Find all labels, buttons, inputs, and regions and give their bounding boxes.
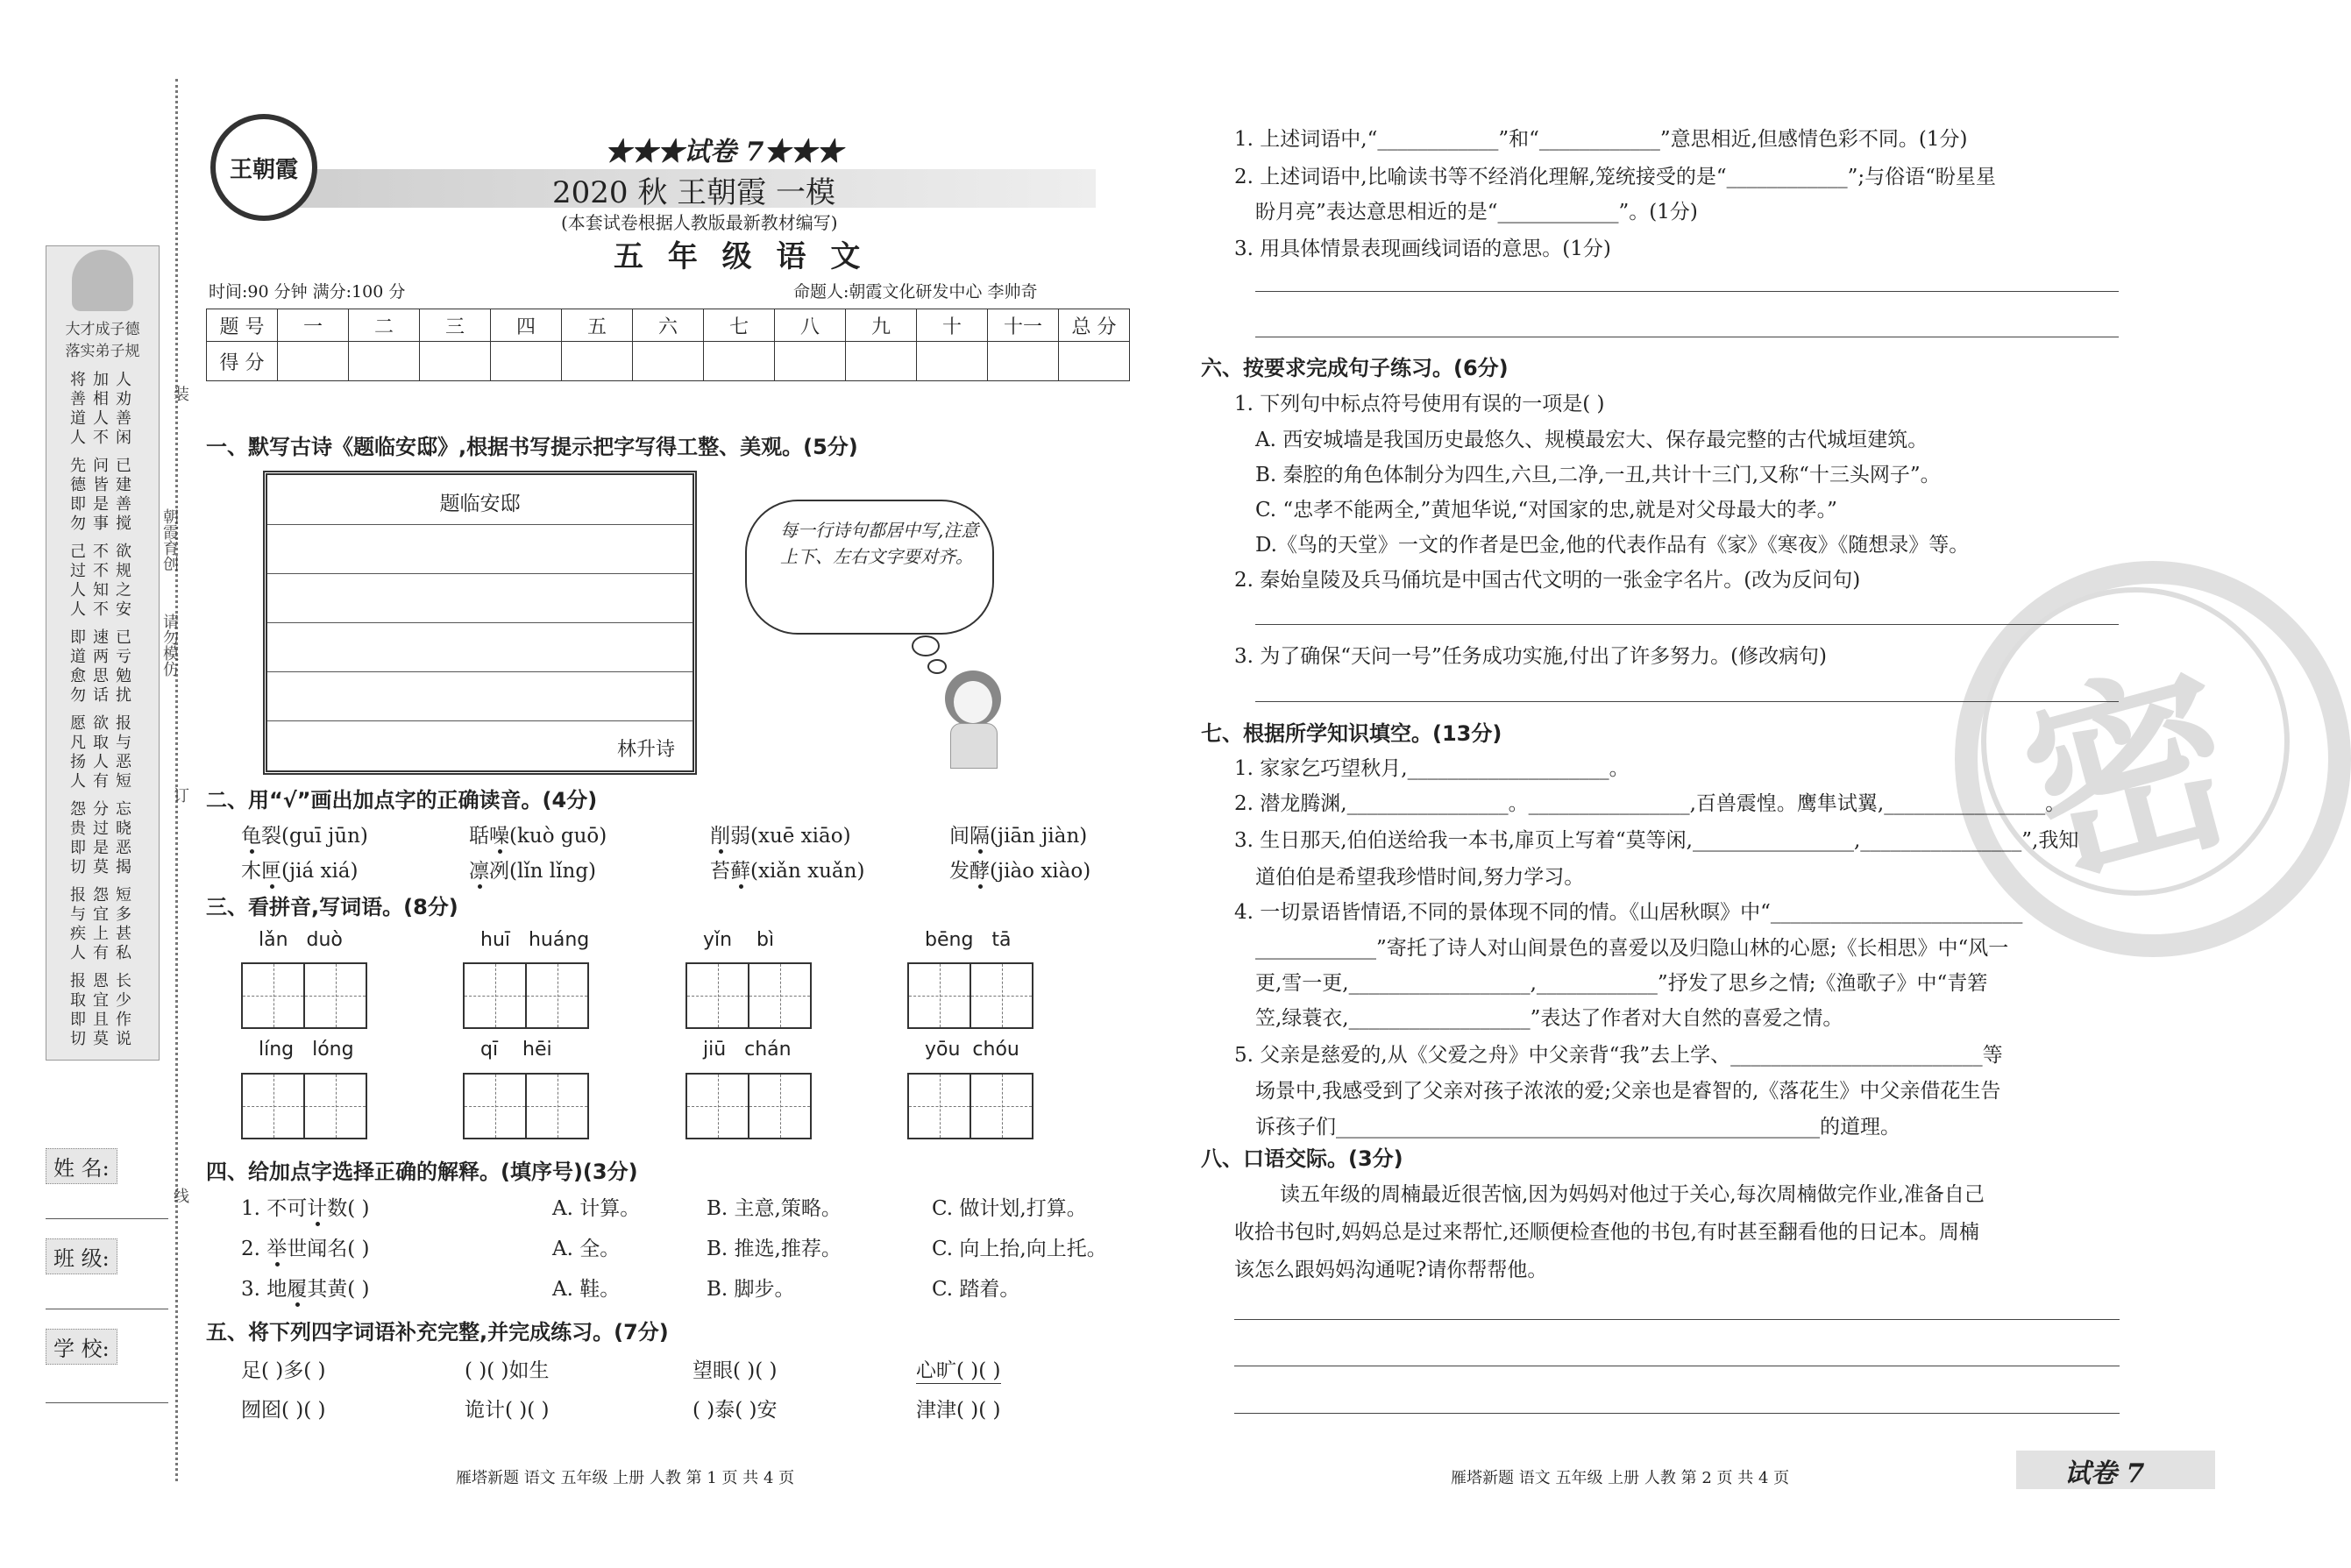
section-1-title: 一、默写古诗《题临安邸》,根据书写提示把字写得工整、美观。(5分) (206, 435, 858, 459)
answer-line[interactable] (1255, 291, 2119, 292)
motto-group (70, 800, 135, 877)
score-cell[interactable] (775, 342, 846, 381)
score-cell[interactable] (988, 342, 1059, 381)
score-question-number: 七 (704, 309, 775, 342)
idiom-blank[interactable]: 望眼( )( ) (693, 1359, 778, 1382)
dotted-character: 举 (266, 1238, 288, 1260)
section-2-title: 二、用“√”画出加点字的正确读音。(4分) (206, 788, 598, 812)
score-cell[interactable] (562, 342, 633, 381)
grid-cell[interactable] (687, 1075, 749, 1138)
tian-grid-box[interactable] (463, 962, 589, 1029)
motto-group (70, 972, 135, 1049)
dotted-character: 凛 (469, 860, 489, 883)
q6-line: 3. 为了确保“天问一号”任务成功实施,付出了许多努力。(修改病句) (1234, 645, 1828, 668)
motto-group (70, 457, 135, 534)
motto-group (70, 886, 135, 963)
motto-column: 忘晓恶揭 (116, 800, 133, 876)
answer-line[interactable] (1255, 701, 2119, 702)
section-8-title: 八、口语交际。(3分) (1201, 1146, 1403, 1171)
score-cell[interactable] (633, 342, 704, 381)
binding-mark-xian: 线 (171, 1188, 189, 1203)
idiom-blank[interactable]: 诡计( )( ) (465, 1399, 550, 1422)
grid-cell[interactable] (909, 964, 971, 1027)
scholar-illustration-icon (72, 250, 133, 311)
score-question-number: 总 分 (1059, 309, 1130, 342)
answer-line[interactable] (1234, 1413, 2120, 1414)
grid-cell[interactable] (305, 964, 366, 1027)
item-pinyin-options: 裂(guī jūn) (261, 825, 368, 848)
score-value-row (207, 342, 1130, 381)
pronunciation-item[interactable] (949, 819, 1087, 848)
q5-sub-2b: 盼月亮”表达意思相近的是“____________”。(1分) (1255, 201, 1698, 223)
item-pinyin-options: 冽(lǐn lǐng) (489, 860, 597, 883)
school-label: 学 校: (46, 1329, 117, 1365)
grid-cell[interactable] (527, 964, 587, 1027)
exam-subtitle: (本套试卷根据人教版最新教材编写) (561, 212, 838, 233)
pinyin-label: jiū chán (703, 1039, 792, 1061)
item-prefix: 间 (949, 825, 970, 848)
binding-note-1: 朝霞育创 (160, 508, 179, 571)
item-pinyin-options: (jiào xiào) (990, 860, 1091, 883)
score-question-number: 六 (633, 309, 704, 342)
dotted-character: 隔 (970, 825, 990, 848)
pronunciation-item[interactable] (469, 819, 607, 848)
exam-title: 2020 秋 王朝霞 一模 (552, 175, 835, 210)
section-4-title: 四、给加点字选择正确的解释。(填序号)(3分) (206, 1160, 638, 1184)
sidebar-slogan-1: 大才成子德 (65, 321, 140, 338)
motto-column: 不不知不 (93, 543, 110, 619)
pinyin-label: yōu chóu (925, 1039, 1019, 1061)
motto-column: 加相人不 (93, 371, 110, 447)
pinyin-label: yǐn bì (703, 929, 775, 951)
motto-column: 已亏勉扰 (116, 628, 133, 705)
fill-blank-line[interactable]: 道伯伯是希望我珍惜时间,努力学习。 (1255, 866, 1585, 889)
poem-author: 林升诗 (616, 739, 675, 761)
option-a: A. 鞋。 (552, 1278, 621, 1301)
answer-line[interactable] (1234, 1319, 2120, 1320)
fill-blank-line[interactable]: 笠,绿蓑衣,__________________”表达了作者对大自然的喜爱之情。 (1255, 1007, 1843, 1030)
score-cell[interactable] (917, 342, 988, 381)
footer-right: 雁塔新题 语文 五年级 上册 人教 第 2 页 共 4 页 (1451, 1469, 1790, 1487)
grid-cell[interactable] (465, 964, 527, 1027)
idiom-blank[interactable]: ( )泰( )安 (693, 1399, 778, 1422)
option-b: B. 脚步。 (707, 1278, 795, 1301)
binding-mark-ding: 订 (171, 787, 189, 803)
pinyin-label: bēng tā (925, 929, 1012, 951)
tian-grid-box[interactable] (907, 1073, 1033, 1139)
girl-illustration (938, 670, 1008, 767)
idiom-blank[interactable]: 心旷( )( ) (916, 1354, 1001, 1384)
motto-group (70, 714, 135, 791)
pronunciation-item[interactable] (710, 855, 864, 883)
meaning-question[interactable] (241, 1273, 370, 1302)
pronunciation-item[interactable] (241, 819, 368, 848)
writing-line[interactable] (267, 622, 693, 623)
score-question-number: 八 (775, 309, 846, 342)
tian-grid-box[interactable] (685, 1073, 812, 1139)
pronunciation-item[interactable] (949, 855, 1090, 883)
option-c: C. 向上抬,向上托。 (932, 1238, 1107, 1260)
pinyin-label: huī huáng (480, 929, 590, 951)
tian-grid-box[interactable] (241, 962, 367, 1029)
grid-cell[interactable] (243, 964, 305, 1027)
option-a: A. 全。 (552, 1238, 621, 1260)
school-input-line[interactable] (46, 1402, 168, 1403)
q6-option-d: D.《鸟的天堂》一文的作者是巴金,他的代表作品有《家》《寒夜》《随想录》等。 (1255, 534, 1970, 557)
section-7-title: 七、根据所学知识填空。(13分) (1201, 721, 1502, 746)
tian-grid-box[interactable] (685, 962, 812, 1029)
answer-line[interactable] (1255, 624, 2119, 625)
sidebar-motto-text (46, 365, 159, 1060)
option-c: C. 做计划,打算。 (932, 1197, 1087, 1220)
motto-column: 短多甚私 (116, 886, 133, 962)
option-a: A. 计算。 (552, 1197, 641, 1220)
class-label: 班 级: (46, 1238, 117, 1274)
sidebar-illustration (46, 246, 159, 365)
grid-cell[interactable] (971, 1075, 1032, 1138)
fill-blank-line[interactable]: ____________”寄托了诗人对山间景色的喜爱以及归隐山林的心愿;《长相思》中“风一 (1255, 937, 2009, 960)
score-table (206, 309, 1130, 381)
tian-grid-box[interactable] (241, 1073, 367, 1139)
grid-cell[interactable] (749, 1075, 810, 1138)
poem-title: 题临安邸 (439, 493, 521, 515)
q6-line: 1. 下列句中标点符号使用有误的一项是( ) (1234, 393, 1605, 415)
sidebar-slogan-2: 落实弟子规 (65, 343, 140, 360)
section-3-title: 三、看拼音,写词语。(8分) (206, 895, 458, 919)
pinyin-label: qī hēi (480, 1039, 552, 1061)
pronunciation-item[interactable] (241, 855, 359, 883)
tian-grid-box[interactable] (907, 962, 1033, 1029)
score-question-number: 二 (349, 309, 420, 342)
exam-number: ★★★试卷 7★★★ (605, 137, 843, 167)
q-suffix: 世闻名( ) (287, 1238, 370, 1260)
paper-tab-label: 试卷 7 (2064, 1458, 2145, 1489)
motto-column: 分过是莫 (93, 800, 110, 876)
dotted-character: 履 (287, 1278, 308, 1301)
idiom-blank[interactable]: ( )( )如生 (465, 1359, 550, 1382)
idiom-blank[interactable]: 津津( )( ) (916, 1399, 1001, 1422)
score-cell[interactable] (420, 342, 491, 381)
motto-column: 己过人人 (70, 543, 88, 619)
dotted-character: 噪 (489, 825, 509, 848)
q6-option-a: A. 西安城墙是我国历史最悠久、规模最宏大、保存最完整的古代城垣建筑。 (1255, 429, 1928, 451)
q-suffix: 数( ) (327, 1197, 370, 1220)
q-prefix: 3. 地 (241, 1278, 288, 1301)
fill-blank-line[interactable]: 1. 家家乞巧望秋月,____________________。 (1234, 757, 1630, 780)
time-score-info: 时间:90 分钟 满分:100 分 (209, 282, 406, 302)
q5-sub-3: 3. 用具体情景表现画线词语的意思。(1分) (1234, 238, 1611, 260)
score-question-number: 三 (420, 309, 491, 342)
option-b: B. 推选,推荐。 (707, 1238, 842, 1260)
motto-column: 已建善搅 (116, 457, 133, 533)
score-question-number: 一 (278, 309, 349, 342)
writing-line[interactable] (267, 573, 693, 574)
grid-cell[interactable] (243, 1075, 305, 1138)
q8-line: 收拾书包时,妈妈总是过来帮忙,还顺便检查他的书包,有时甚至翻看他的日记本。周楠 (1234, 1221, 1979, 1244)
motto-column: 恩宜且莫 (93, 972, 110, 1048)
option-b: B. 主意,策略。 (707, 1197, 842, 1220)
grid-cell[interactable] (909, 1075, 971, 1138)
grid-cell[interactable] (971, 964, 1032, 1027)
motto-column: 怨贵即切 (70, 800, 88, 876)
motto-group (70, 628, 135, 706)
motto-column: 长少作说 (116, 972, 133, 1048)
item-prefix: 发 (949, 860, 970, 883)
writing-line[interactable] (267, 524, 693, 525)
motto-column: 先德即勿 (70, 457, 88, 533)
fill-blank-line[interactable]: 4. 一切景语皆情语,不同的景体现不同的情。《山居秋暝》中“_________________________ (1234, 901, 2023, 924)
motto-column: 愿凡扬人 (70, 714, 88, 791)
score-question-number: 五 (562, 309, 633, 342)
score-question-number: 九 (846, 309, 917, 342)
motto-column: 怨宜上有 (93, 886, 110, 962)
meaning-question[interactable] (241, 1232, 370, 1261)
dotted-character: 匣 (261, 860, 281, 883)
thought-bubble-text: 每一行诗句都居中写,注意上下、左右文字要对齐。 (780, 520, 979, 567)
score-cell[interactable] (491, 342, 562, 381)
section-6-title: 六、按要求完成句子练习。(6分) (1201, 356, 1509, 380)
score-question-number: 十一 (988, 309, 1059, 342)
fill-blank-line[interactable]: 2. 潜龙腾渊,________________。________________,百兽震惶。鹰隼试翼,________________。 (1234, 792, 2066, 815)
score-question-number: 十 (917, 309, 988, 342)
confidential-stamp-char: 密 (2002, 635, 2259, 916)
pronunciation-item[interactable] (469, 855, 596, 883)
item-pinyin-options: (kuò guō) (509, 825, 607, 848)
q6-option-c: C. “忠孝不能两全,”黄旭华说,“对国家的忠,就是对父母最大的孝。” (1255, 499, 1837, 521)
poem-writing-box[interactable] (263, 471, 697, 775)
item-pinyin-options: (xiǎn xuǎn) (750, 860, 865, 883)
motto-column: 报与疾人 (70, 886, 88, 962)
item-prefix: 苔 (710, 860, 730, 883)
score-cell[interactable] (1059, 342, 1130, 381)
section-5-title: 五、将下列四字词语补充完整,并完成练习。(7分) (206, 1320, 669, 1345)
dotted-character: 藓 (730, 860, 750, 883)
motto-column: 人劝善闲 (116, 371, 133, 447)
name-input-line[interactable] (46, 1218, 168, 1219)
writing-line[interactable] (267, 720, 693, 721)
score-question-number: 四 (491, 309, 562, 342)
writing-line[interactable] (267, 671, 693, 672)
pronunciation-item[interactable] (710, 819, 851, 848)
dotted-character: 计 (307, 1197, 328, 1220)
author-info: 命题人:朝霞文化研发中心 李帅奇 (793, 282, 1038, 302)
dotted-character: 酵 (970, 860, 990, 883)
q5-sub-2a: 2. 上述词语中,比喻读书等不经消化理解,笼统接受的是“____________”;与俗语“盼星星 (1234, 166, 1996, 188)
fill-blank-line[interactable]: 诉孩子们________________________________________________的道理。 (1255, 1116, 1900, 1139)
score-row-label: 得 分 (207, 342, 278, 381)
girl-body-icon (950, 723, 998, 769)
grade-subject: 五 年 级 语 文 (614, 239, 868, 274)
motto-column: 将善道人 (70, 371, 88, 447)
pinyin-label: líng lóng (259, 1039, 354, 1061)
item-pinyin-options: (jiān jiàn) (990, 825, 1088, 848)
q-prefix: 1. 不可 (241, 1197, 308, 1220)
motto-group (70, 371, 135, 448)
idiom-blank[interactable]: 囫囵( )( ) (241, 1399, 326, 1422)
idiom-blank[interactable]: 足( )多( ) (241, 1359, 326, 1382)
q8-line: 读五年级的周楠最近很苦恼,因为妈妈对他过于关心,每次周楠做完作业,准备自己 (1280, 1183, 1985, 1206)
fill-blank-line[interactable]: 更,雪一更,__________________,____________”抒发了思乡之情;《渔歌子》中“青箬 (1255, 972, 1988, 995)
grid-cell[interactable] (465, 1075, 527, 1138)
item-pinyin-options: (jiá xiá) (281, 860, 359, 883)
footer-left: 雁塔新题 语文 五年级 上册 人教 第 1 页 共 4 页 (456, 1469, 795, 1487)
grid-cell[interactable] (687, 964, 749, 1027)
motto-column: 欲取人有 (93, 714, 110, 791)
motto-column: 问皆是事 (93, 457, 110, 533)
motto-column: 报取即切 (70, 972, 88, 1048)
grid-cell[interactable] (527, 1075, 587, 1138)
motto-column: 欲规之安 (116, 543, 133, 619)
q6-line: 2. 秦始皇陵及兵马俑坑是中国古代文明的一张金字名片。(改为反问句) (1234, 569, 1861, 592)
girl-face-icon (954, 681, 992, 723)
grid-cell[interactable] (749, 964, 810, 1027)
tian-grid-box[interactable] (463, 1073, 589, 1139)
name-label: 姓 名: (46, 1148, 117, 1184)
brand-logo: 王朝霞 (210, 114, 317, 221)
q-prefix: 2. (241, 1238, 267, 1260)
score-header-row (207, 309, 1130, 342)
score-cell[interactable] (846, 342, 917, 381)
binding-note-2: 请勿模仿 (160, 614, 179, 677)
score-cell[interactable] (349, 342, 420, 381)
dotted-character: 削 (710, 825, 730, 848)
q8-line: 该怎么跟妈妈沟通呢?请你帮帮他。 (1234, 1259, 1548, 1281)
motto-column: 即道愈勿 (70, 628, 88, 705)
q-suffix: 其黄( ) (307, 1278, 370, 1301)
q5-sub-1: 1. 上述词语中,“____________”和“____________”意思相近,但感情色彩不同。(1分) (1234, 128, 1968, 151)
fill-blank-line[interactable]: 5. 父亲是慈爱的,从《父爱之舟》中父亲背“我”去上学、_________________________等 (1234, 1044, 2003, 1067)
motto-column: 报与恶短 (116, 714, 133, 791)
fill-blank-line[interactable]: 3. 生日那天,伯伯送给我一本书,扉页上写着“莫等闲,________________,________________”,我知 (1234, 829, 2079, 852)
binding-line (175, 79, 178, 1481)
item-prefix: 聒 (469, 825, 489, 848)
sidebar-motto-box (46, 245, 160, 1061)
score-cell[interactable] (704, 342, 775, 381)
meaning-question[interactable] (241, 1192, 370, 1221)
motto-group (70, 543, 135, 620)
fill-blank-line[interactable]: 场景中,我感受到了父亲对孩子浓浓的爱;父亲也是睿智的,《落花生》中父亲借花生告 (1255, 1080, 2001, 1103)
grid-cell[interactable] (305, 1075, 366, 1138)
score-cell[interactable] (278, 342, 349, 381)
binding-mark-zhuang: 装 (171, 386, 189, 401)
q6-option-b: B. 秦腔的角色体制分为四生,六旦,二净,一丑,共计十三门,又称“十三头网子”。 (1255, 464, 1941, 486)
motto-column: 速两思话 (93, 628, 110, 705)
dotted-character: 龟 (241, 825, 261, 848)
bubble-dot-icon (912, 635, 940, 656)
option-c: C. 踏着。 (932, 1278, 1020, 1301)
score-header-label: 题 号 (207, 309, 278, 342)
pinyin-label: lǎn duò (259, 929, 343, 951)
item-prefix: 木 (241, 860, 261, 883)
item-pinyin-options: 弱(xuē xiāo) (730, 825, 851, 848)
